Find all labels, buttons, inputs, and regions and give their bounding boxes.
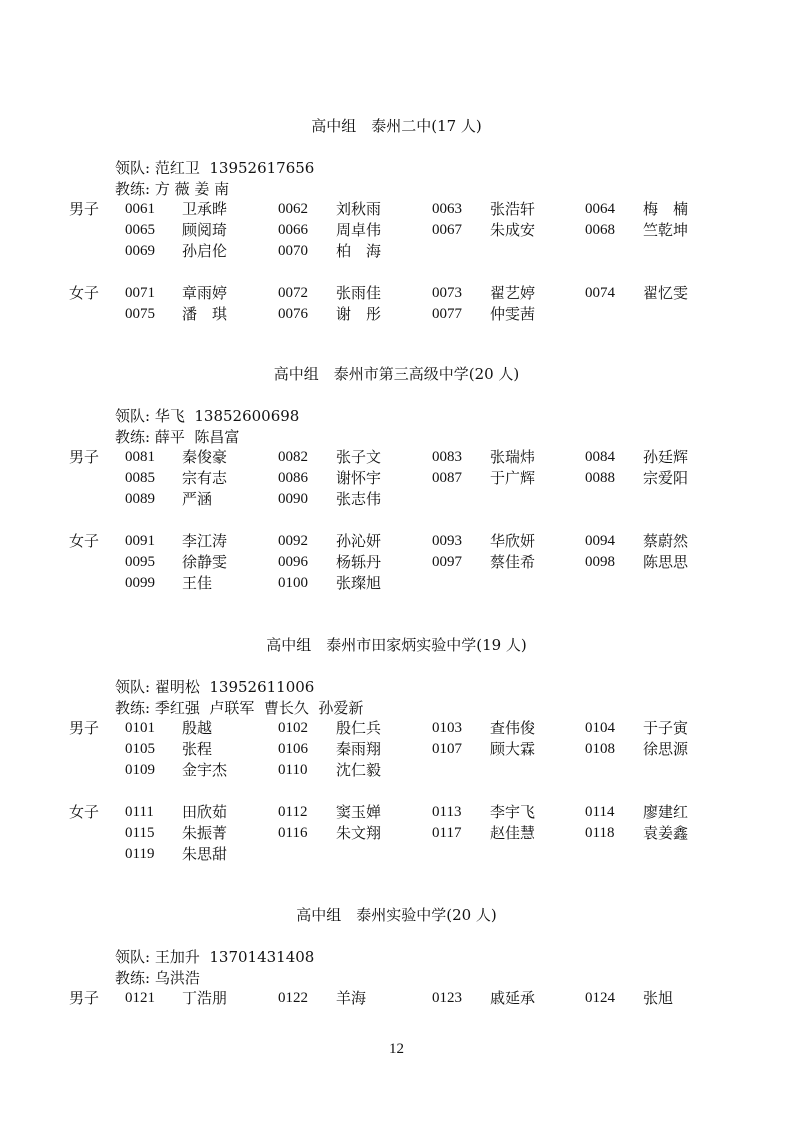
athlete-number: 0110 (278, 762, 308, 778)
athlete-number: 0107 (432, 741, 462, 757)
athlete-name: 张瑞炜 (490, 448, 536, 466)
athlete-number: 0089 (125, 491, 155, 507)
athlete-number: 0111 (125, 804, 154, 820)
athlete-name: 徐思源 (643, 740, 689, 758)
athlete-name: 张子文 (336, 448, 382, 466)
athlete-name: 沈仁毅 (336, 761, 382, 779)
athlete-name: 戚延承 (490, 989, 536, 1007)
athlete-name: 朱文翔 (336, 824, 382, 842)
athlete-number: 0076 (278, 306, 308, 322)
athlete-number: 0095 (125, 554, 155, 570)
athlete-number: 0116 (278, 825, 308, 841)
athlete-number: 0067 (432, 222, 462, 238)
athlete-name: 于子寅 (643, 719, 689, 737)
athlete-number: 0091 (125, 533, 155, 549)
athlete-number: 0085 (125, 470, 155, 486)
athlete-name: 陈思思 (643, 553, 689, 571)
athlete-name: 竺乾坤 (643, 221, 689, 239)
athlete-name: 袁姜鑫 (643, 824, 689, 842)
athlete-number: 0062 (278, 201, 308, 217)
group-label: 男子 (69, 200, 100, 218)
athlete-name: 殷越 (182, 719, 213, 737)
athlete-number: 0072 (278, 285, 308, 301)
athlete-name: 宗有志 (182, 469, 228, 487)
athlete-number: 0097 (432, 554, 462, 570)
team-title: 高中组 泰州实验中学(20 人) (296, 906, 497, 924)
athlete-number: 0112 (278, 804, 308, 820)
athlete-name: 刘秋雨 (336, 200, 382, 218)
team-leader: 领队: 范红卫 13952617656 (115, 159, 315, 177)
athlete-number: 0108 (585, 741, 615, 757)
team-leader: 领队: 王加升 13701431408 (115, 948, 315, 966)
athlete-name: 丁浩朋 (182, 989, 228, 1007)
team-coach: 教练: 乌洪浩 (115, 969, 200, 987)
athlete-number: 0123 (432, 990, 462, 1006)
athlete-name: 宗爱阳 (643, 469, 689, 487)
athlete-number: 0093 (432, 533, 462, 549)
athlete-name: 张旭 (643, 989, 674, 1007)
team-coach: 教练: 季红强 卢联军 曹长久 孙爱新 (115, 699, 364, 717)
team-leader: 领队: 翟明松 13952611006 (115, 678, 315, 696)
athlete-name: 潘 琪 (182, 305, 228, 323)
team-title: 高中组 泰州市田家炳实验中学(19 人) (266, 636, 527, 654)
athlete-number: 0069 (125, 243, 155, 259)
athlete-number: 0086 (278, 470, 308, 486)
athlete-name: 秦雨翔 (336, 740, 382, 758)
athlete-number: 0105 (125, 741, 155, 757)
athlete-name: 蔡佳希 (490, 553, 536, 571)
athlete-name: 李江涛 (182, 532, 228, 550)
athlete-number: 0064 (585, 201, 615, 217)
group-label: 女子 (69, 284, 100, 302)
athlete-name: 廖建红 (643, 803, 689, 821)
athlete-name: 谢怀宇 (336, 469, 382, 487)
athlete-number: 0104 (585, 720, 615, 736)
athlete-name: 殷仁兵 (336, 719, 382, 737)
group-label: 女子 (69, 803, 100, 821)
athlete-name: 朱振菁 (182, 824, 228, 842)
athlete-number: 0100 (278, 575, 308, 591)
athlete-number: 0065 (125, 222, 155, 238)
athlete-name: 孙沁妍 (336, 532, 382, 550)
athlete-number: 0066 (278, 222, 308, 238)
athlete-name: 羊海 (336, 989, 367, 1007)
athlete-number: 0071 (125, 285, 155, 301)
athlete-name: 朱成安 (490, 221, 536, 239)
athlete-name: 孙廷辉 (643, 448, 689, 466)
athlete-name: 查伟俊 (490, 719, 536, 737)
athlete-name: 翟艺婷 (490, 284, 536, 302)
athlete-name: 严涵 (182, 490, 213, 508)
athlete-number: 0098 (585, 554, 615, 570)
athlete-name: 秦俊豪 (182, 448, 228, 466)
athlete-name: 翟忆雯 (643, 284, 689, 302)
athlete-name: 谢 彤 (336, 305, 382, 323)
athlete-number: 0118 (585, 825, 615, 841)
athlete-number: 0081 (125, 449, 155, 465)
athlete-name: 柏 海 (336, 242, 382, 260)
athlete-name: 朱思甜 (182, 845, 228, 863)
athlete-number: 0090 (278, 491, 308, 507)
page-number: 12 (389, 1041, 404, 1057)
athlete-number: 0124 (585, 990, 615, 1006)
athlete-name: 华欣妍 (490, 532, 536, 550)
athlete-name: 徐静雯 (182, 553, 228, 571)
group-label: 男子 (69, 719, 100, 737)
athlete-name: 周卓伟 (336, 221, 382, 239)
athlete-number: 0061 (125, 201, 155, 217)
athlete-number: 0121 (125, 990, 155, 1006)
group-label: 男子 (69, 989, 100, 1007)
athlete-name: 孙启伦 (182, 242, 228, 260)
athlete-number: 0096 (278, 554, 308, 570)
athlete-number: 0074 (585, 285, 615, 301)
athlete-number: 0063 (432, 201, 462, 217)
athlete-name: 田欣茹 (182, 803, 228, 821)
athlete-number: 0075 (125, 306, 155, 322)
athlete-number: 0099 (125, 575, 155, 591)
athlete-number: 0101 (125, 720, 155, 736)
athlete-name: 顾大霖 (490, 740, 536, 758)
athlete-number: 0119 (125, 846, 155, 862)
team-coach: 教练: 薛平 陈昌富 (115, 428, 240, 446)
athlete-name: 张雨佳 (336, 284, 382, 302)
athlete-name: 梅 楠 (643, 200, 689, 218)
team-title: 高中组 泰州二中(17 人) (311, 117, 482, 135)
group-label: 男子 (69, 448, 100, 466)
athlete-name: 张浩轩 (490, 200, 536, 218)
athlete-number: 0084 (585, 449, 615, 465)
athlete-number: 0092 (278, 533, 308, 549)
athlete-number: 0082 (278, 449, 308, 465)
athlete-name: 窦玉婵 (336, 803, 382, 821)
athlete-name: 赵佳慧 (490, 824, 536, 842)
team-title: 高中组 泰州市第三高级中学(20 人) (273, 365, 520, 383)
athlete-name: 于广辉 (490, 469, 536, 487)
team-leader: 领队: 华飞 13852600698 (115, 407, 300, 425)
athlete-name: 张程 (182, 740, 213, 758)
athlete-number: 0094 (585, 533, 615, 549)
athlete-number: 0087 (432, 470, 462, 486)
athlete-number: 0114 (585, 804, 615, 820)
athlete-number: 0117 (432, 825, 462, 841)
athlete-number: 0073 (432, 285, 462, 301)
athlete-number: 0083 (432, 449, 462, 465)
athlete-name: 李宇飞 (490, 803, 536, 821)
athlete-name: 张璨旭 (336, 574, 382, 592)
athlete-number: 0113 (432, 804, 462, 820)
team-coach: 教练: 方 薇 姜 南 (115, 180, 230, 198)
athlete-name: 顾阅琦 (182, 221, 228, 239)
athlete-name: 张志伟 (336, 490, 382, 508)
athlete-name: 杨轹丹 (336, 553, 382, 571)
group-label: 女子 (69, 532, 100, 550)
athlete-name: 卫承晔 (182, 200, 228, 218)
athlete-number: 0088 (585, 470, 615, 486)
athlete-name: 王佳 (182, 574, 213, 592)
athlete-number: 0115 (125, 825, 155, 841)
athlete-name: 金宇杰 (182, 761, 228, 779)
athlete-name: 仲雯茜 (490, 305, 536, 323)
athlete-number: 0070 (278, 243, 308, 259)
athlete-number: 0109 (125, 762, 155, 778)
athlete-number: 0122 (278, 990, 308, 1006)
athlete-number: 0077 (432, 306, 462, 322)
athlete-number: 0106 (278, 741, 308, 757)
athlete-number: 0068 (585, 222, 615, 238)
athlete-number: 0103 (432, 720, 462, 736)
athlete-name: 章雨婷 (182, 284, 228, 302)
athlete-number: 0102 (278, 720, 308, 736)
athlete-name: 蔡蔚然 (643, 532, 689, 550)
